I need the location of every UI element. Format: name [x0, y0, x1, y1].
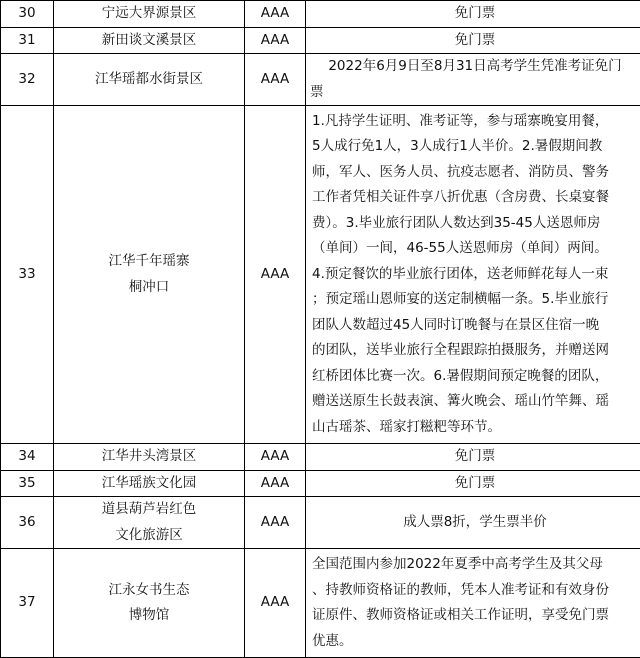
table-row: [1, 444, 640, 471]
discount-policy-line: 2022年6月9日至8月31日高考学生凭准考证免门: [310, 54, 640, 80]
discount-policy: [306, 27, 640, 54]
discount-policy-line: 、持教师资格证的教师，凭本人准考证和有效身份: [312, 578, 640, 604]
discount-policy-line: 团队人数超过45人同时订晚餐与在景区住宿一晚: [312, 313, 640, 339]
discount-policy-line: 1.凡持学生证明、准考证等，参与瑶寨晚宴用餐，: [312, 109, 640, 135]
discount-policy-line: 成人票8折，学生票半价: [306, 510, 640, 536]
scenic-name-line: 文化旅游区: [54, 523, 244, 549]
scenic-name-line: 道县葫芦岩红色: [54, 497, 244, 523]
discount-policy-line: 免门票: [306, 1, 640, 27]
scenic-grade: AAA: [245, 1, 306, 28]
discount-policy-line: 5人成行免1人，3人成行1人半价。2.暑假期间教: [312, 134, 640, 160]
row-number: 30: [1, 1, 54, 28]
discount-policy: [306, 54, 640, 106]
discount-policy: [306, 549, 640, 658]
row-number: 33: [1, 106, 54, 444]
scenic-name: [54, 497, 245, 549]
scenic-name: [54, 1, 245, 28]
scenic-grade: AAA: [245, 106, 306, 444]
scenic-grade: AAA: [245, 497, 306, 549]
scenic-name: [54, 549, 245, 658]
discount-policy-line: 证原件、教师资格证或相关工作证明，享受免门票: [312, 603, 640, 629]
scenic-name-line: 江华千年瑶寨: [54, 249, 244, 275]
discount-policy-line: 4.预定餐饮的毕业旅行团体，送老师鲜花每人一束: [312, 262, 640, 288]
scenic-name: [54, 27, 245, 54]
table-row: [1, 470, 640, 497]
discount-policy-line: ；预定瑶山恩师宴的送定制横幅一条。5.毕业旅行: [312, 287, 640, 313]
scenic-name-line: 江华井头湾景区: [54, 444, 244, 470]
discount-policy-line: 免门票: [306, 444, 640, 470]
scenic-name: [54, 444, 245, 471]
discount-policy: [306, 497, 640, 549]
scenic-name: [54, 470, 245, 497]
scenic-grade: AAA: [245, 27, 306, 54]
discount-policy-line: 费）。3.毕业旅行团队人数达到35-45人送恩师房: [312, 211, 640, 237]
scenic-name: [54, 106, 245, 444]
discount-policy: [306, 106, 640, 444]
discount-policy: [306, 1, 640, 28]
discount-policy-line: 工作者凭相关证件享八折优惠（含房费、长桌宴餐: [312, 185, 640, 211]
row-number: 37: [1, 549, 54, 658]
discount-policy: [306, 444, 640, 471]
scenic-grade: AAA: [245, 444, 306, 471]
table-row: [1, 497, 640, 549]
discount-policy-line: 红桥团体比赛一次。6.暑假期间预定晚餐的团队，: [312, 364, 640, 390]
discount-policy-line: 免门票: [306, 28, 640, 54]
row-number: 31: [1, 27, 54, 54]
row-number: 36: [1, 497, 54, 549]
row-number: 32: [1, 54, 54, 106]
scenic-grade: AAA: [245, 470, 306, 497]
discount-policy-line: 山古瑶茶、瑶家打糍粑等环节。: [312, 415, 640, 441]
discount-policy-line: 免门票: [306, 471, 640, 497]
discount-policy-line: 优惠。: [312, 629, 640, 655]
scenic-name-line: 江华瑶族文化园: [54, 471, 244, 497]
table-row: [1, 54, 640, 106]
discount-policy: [306, 470, 640, 497]
scenic-name-line: 江永女书生态: [54, 578, 244, 604]
scenic-name-line: 博物馆: [54, 603, 244, 629]
discount-policy-line: 全国范围内参加2022年夏季中高考学生及其父母: [312, 552, 640, 578]
row-number: 35: [1, 470, 54, 497]
scenic-name-line: 江华瑶都水街景区: [54, 67, 244, 93]
scenic-name-line: 宁远大界源景区: [54, 1, 244, 27]
discount-policy-line: 票: [310, 80, 640, 106]
discount-policy-line: 赠送送原生长鼓表演、篝火晚会、瑶山竹竿舞、瑶: [312, 389, 640, 415]
table-row: [1, 27, 640, 54]
discount-policy-line: （单间）一间，46-55人送恩师房（单间）两间。: [312, 236, 640, 262]
scenic-name-line: 新田谈文溪景区: [54, 28, 244, 54]
scenic-grade: AAA: [245, 549, 306, 658]
row-number: 34: [1, 444, 54, 471]
discount-policy-line: 师，军人、医务人员、抗疫志愿者、消防员、警务: [312, 160, 640, 186]
scenic-grade: AAA: [245, 54, 306, 106]
table-row: [1, 549, 640, 658]
scenic-name: [54, 54, 245, 106]
discount-policy-line: 的团队，送毕业旅行全程跟踪拍摄服务，并赠送网: [312, 338, 640, 364]
scenic-name-line: 桐冲口: [54, 275, 244, 301]
table-row: [1, 1, 640, 28]
table-row: [1, 106, 640, 444]
